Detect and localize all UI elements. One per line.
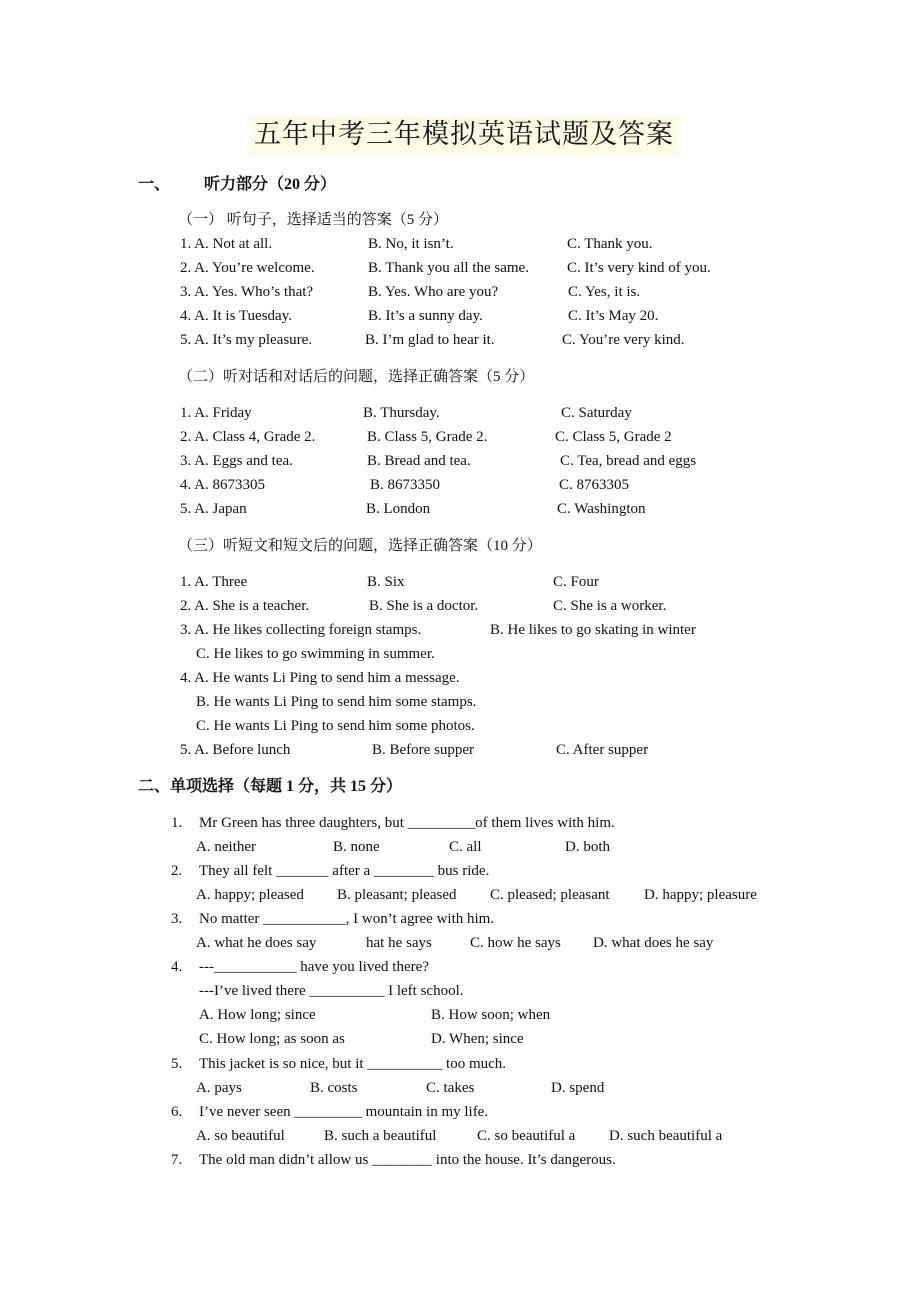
s2-q3-c: C. Tea, bread and eggs <box>560 453 697 469</box>
s2-q1-c: C. Saturday <box>561 405 632 421</box>
p2-q2-num: 2. <box>171 863 183 879</box>
s2-q1-b: B. Thursday. <box>363 405 440 421</box>
page-title: 五年中考三年模拟英语试题及答案 <box>250 116 678 154</box>
s1-q5-c: C. You’re very kind. <box>562 332 685 348</box>
p2-q4-opt-d: D. When; since <box>431 1031 524 1047</box>
p2-q1-num: 1. <box>171 815 183 831</box>
p2-q1-opt-c: C. all <box>449 839 482 855</box>
s1-q3-b: B. Yes. Who are you? <box>368 284 499 300</box>
s3-q1-c: C. Four <box>553 574 599 590</box>
s2-q2-c: C. Class 5, Grade 2 <box>555 429 672 445</box>
p2-q5-stem: This jacket is so nice, but it __________ too much. <box>199 1056 507 1072</box>
p2-q4-opt-c: C. How long; as soon as <box>199 1031 345 1047</box>
p2-q6-opt-d: D. such beautiful a <box>609 1128 723 1144</box>
s1-q4-a: 4. A. It is Tuesday. <box>180 308 292 324</box>
s3-q3-c: C. He likes to go swimming in summer. <box>196 646 435 662</box>
p2-q5-opt-b: B. costs <box>310 1080 358 1096</box>
s2-q5-b: B. London <box>366 501 431 517</box>
p2-q6-num: 6. <box>171 1104 183 1120</box>
p2-q1-opt-d: D. both <box>565 839 610 855</box>
s1-q4-c: C. It’s May 20. <box>568 308 659 324</box>
p2-q4-stem2: ---I’ve lived there __________ I left school. <box>199 983 464 999</box>
s1-q3-a: 3. A. Yes. Who’s that? <box>180 284 314 300</box>
s2-q1-a: 1. A. Friday <box>180 405 252 421</box>
s3-q2-b: B. She is a doctor. <box>369 598 479 614</box>
part1-heading: 听力部分（20 分） <box>204 176 337 193</box>
s2-q4-a: 4. A. 8673305 <box>180 477 266 493</box>
s2-q4-c: C. 8763305 <box>559 477 630 493</box>
s1-q3-c: C. Yes, it is. <box>568 284 641 300</box>
s3-q1-b: B. Six <box>367 574 405 590</box>
s3-q2-c: C. She is a worker. <box>553 598 667 614</box>
p2-q6-opt-c: C. so beautiful a <box>477 1128 576 1144</box>
s3-q1-a: 1. A. Three <box>180 574 248 590</box>
p2-q6-opt-b: B. such a beautiful <box>324 1128 437 1144</box>
p2-q6-stem: I’ve never seen _________ mountain in my life. <box>199 1104 489 1120</box>
s1-q5-b: B. I’m glad to hear it. <box>365 332 495 348</box>
s2-q3-b: B. Bread and tea. <box>367 453 471 469</box>
p2-q3-stem: No matter ___________, I won’t agree with him. <box>199 911 495 927</box>
p2-q2-opt-b: B. pleasant; pleased <box>337 887 457 903</box>
s2-q3-a: 3. A. Eggs and tea. <box>180 453 293 469</box>
s1-q2-a: 2. A. You’re welcome. <box>180 260 315 276</box>
p2-q1-opt-a: A. neither <box>196 839 256 855</box>
p2-q4-opt-b: B. How soon; when <box>431 1007 551 1023</box>
p2-q5-num: 5. <box>171 1056 183 1072</box>
p2-q3-opt-a: A. what he does say <box>196 935 317 951</box>
s3-q4-b: B. He wants Li Ping to send him some stamps. <box>196 694 477 710</box>
p2-q4-opt-a: A. How long; since <box>199 1007 316 1023</box>
s3-q5-c: C. After supper <box>556 742 649 758</box>
s3-q5-a: 5. A. Before lunch <box>180 742 291 758</box>
s2-q5-c: C. Washington <box>557 501 646 517</box>
p2-q2-stem: They all felt _______ after a ________ bus ride. <box>199 863 490 879</box>
s2-heading: （二）听对话和对话后的问题，选择正确答案（5 分） <box>178 369 535 385</box>
s1-q1-c: C. Thank you. <box>567 236 653 252</box>
s2-q2-a: 2. A. Class 4, Grade 2. <box>180 429 316 445</box>
s3-q5-b: B. Before supper <box>372 742 475 758</box>
p2-q7-num: 7. <box>171 1152 183 1168</box>
p2-q3-opt-c: C. how he says <box>470 935 561 951</box>
s2-q2-b: B. Class 5, Grade 2. <box>367 429 488 445</box>
p2-q7-stem: The old man didn’t allow us ________ into the house. It’s dangerous. <box>199 1152 616 1168</box>
s1-q4-b: B. It’s a sunny day. <box>368 308 483 324</box>
p2-q4-stem: ---___________ have you lived there? <box>199 959 429 975</box>
p2-q6-opt-a: A. so beautiful <box>196 1128 285 1144</box>
s2-q4-b: B. 8673350 <box>370 477 441 493</box>
p2-q2-opt-c: C. pleased; pleasant <box>490 887 610 903</box>
p2-q5-opt-d: D. spend <box>551 1080 605 1096</box>
s3-heading: （三）听短文和短文后的问题，选择正确答案（10 分） <box>178 538 542 554</box>
p2-q2-opt-d: D. happy; pleasure <box>644 887 757 903</box>
p2-q2-opt-a: A. happy; pleased <box>196 887 304 903</box>
s3-q3-b: B. He likes to go skating in winter <box>490 622 696 638</box>
part1-number: 一、 <box>138 176 171 193</box>
s2-q5-a: 5. A. Japan <box>180 501 247 517</box>
s3-q4-c: C. He wants Li Ping to send him some photos. <box>196 718 475 734</box>
p2-q1-opt-b: B. none <box>333 839 380 855</box>
p2-q3-opt-b: hat he says <box>366 935 432 951</box>
p2-q5-opt-a: A. pays <box>196 1080 242 1096</box>
part2-heading: 二、单项选择（每题 1 分，共 15 分） <box>138 778 403 795</box>
p2-q1-stem: Mr Green has three daughters, but _________of them lives with him. <box>199 815 615 831</box>
p2-q5-opt-c: C. takes <box>426 1080 475 1096</box>
s3-q3-a: 3. A. He likes collecting foreign stamps. <box>180 622 422 638</box>
s1-q5-a: 5. A. It’s my pleasure. <box>180 332 313 348</box>
p2-q3-opt-d: D. what does he say <box>593 935 714 951</box>
p2-q3-num: 3. <box>171 911 183 927</box>
s3-q2-a: 2. A. She is a teacher. <box>180 598 310 614</box>
s3-q4-a: 4. A. He wants Li Ping to send him a message. <box>180 670 460 686</box>
s1-q2-c: C. It’s very kind of you. <box>567 260 711 276</box>
s1-q2-b: B. Thank you all the same. <box>368 260 529 276</box>
s1-q1-b: B. No, it isn’t. <box>368 236 454 252</box>
s1-heading: （一） 听句子，选择适当的答案（5 分） <box>178 212 449 228</box>
p2-q4-num: 4. <box>171 959 183 975</box>
s1-q1-a: 1. A. Not at all. <box>180 236 273 252</box>
